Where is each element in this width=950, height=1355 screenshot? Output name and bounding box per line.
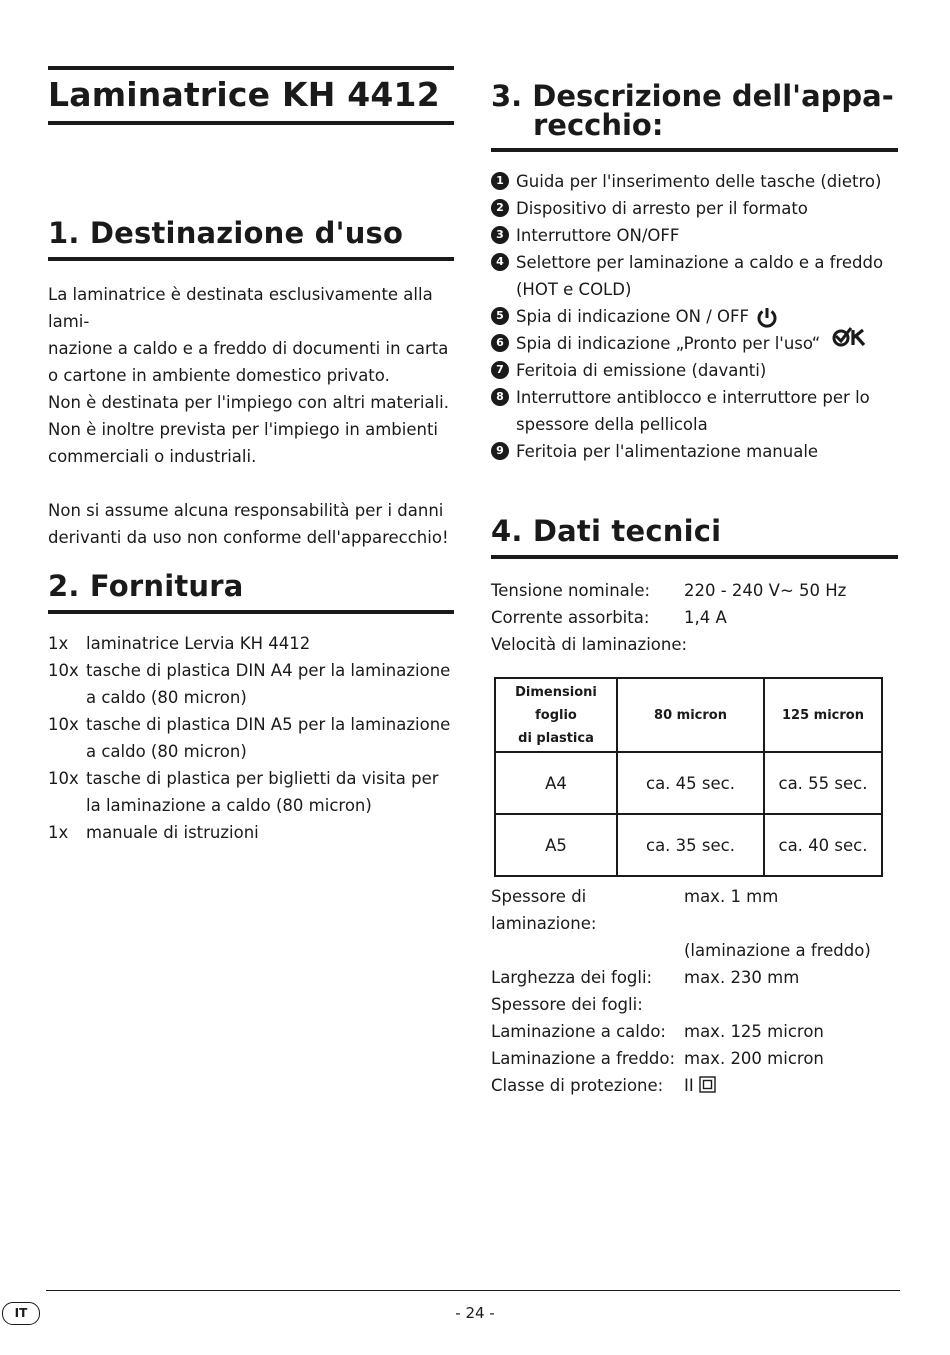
part-desc: Spia di indicazione „Pronto per l'uso“	[516, 334, 821, 353]
section3-title-line2: recchio:	[533, 108, 664, 142]
item-desc: tasche di plastica DIN A5 per la laminazione	[86, 715, 451, 734]
cell-80: ca. 35 sec.	[617, 814, 764, 876]
section3-title-line1: 3. Descrizione dell'appa-	[491, 79, 894, 113]
right-column-lower	[491, 516, 898, 1099]
spec-row	[491, 604, 898, 631]
header-format-line: foglio	[535, 707, 577, 723]
section1-title: 1. Destinazione d'uso	[48, 218, 454, 261]
part-desc: Dispositivo di arresto per il formato	[516, 199, 808, 218]
item-desc: laminatrice Lervia KH 4412	[86, 634, 311, 653]
part-number-badge: 3	[491, 226, 509, 244]
item-desc: la laminazione a caldo (80 micron)	[86, 796, 372, 815]
spec-key	[491, 937, 684, 964]
footer-divider	[46, 1290, 900, 1291]
item-qty: 1x	[48, 634, 69, 653]
part-desc: spessore della pellicola	[516, 415, 708, 434]
list-item-continued	[491, 411, 898, 438]
left-column	[48, 218, 454, 551]
part-number-badge: 4	[491, 253, 509, 271]
section1-line: La laminatrice è destinata esclusivamente alla lami-	[48, 285, 433, 331]
list-item	[491, 384, 898, 411]
header-format-line: di plastica	[518, 730, 594, 746]
document-title: Laminatrice KH 4412	[48, 66, 454, 125]
cell-125: ca. 40 sec.	[764, 814, 882, 876]
spec-key: Laminazione a freddo:	[491, 1049, 676, 1068]
spec-value: max. 125 micron	[684, 1022, 824, 1041]
section1-body	[48, 281, 454, 551]
scope-of-delivery-list	[48, 630, 454, 846]
item-desc: manuale di istruzioni	[86, 823, 259, 842]
cell-125: ca. 55 sec.	[764, 752, 882, 814]
item-desc: a caldo (80 micron)	[86, 742, 247, 761]
list-item	[491, 249, 898, 276]
list-item-continued	[48, 792, 454, 819]
spec-key: Larghezza dei fogli:	[491, 968, 653, 987]
spec-row	[491, 1072, 898, 1099]
spec-row	[491, 1018, 898, 1045]
spec-value: max. 200 micron	[684, 1049, 824, 1068]
part-desc: Interruttore ON/OFF	[516, 226, 680, 245]
class-ii-double-square-icon	[699, 1076, 716, 1093]
spec-row	[491, 937, 898, 964]
header-80-micron: 80 micron	[617, 678, 764, 752]
header-125-micron: 125 micron	[764, 678, 882, 752]
cell-80: ca. 45 sec.	[617, 752, 764, 814]
part-desc: (HOT e COLD)	[516, 280, 632, 299]
list-item	[48, 711, 454, 738]
spec-row	[491, 1045, 898, 1072]
item-qty: 10x	[48, 661, 79, 680]
language-badge: IT	[2, 1302, 40, 1325]
section4-title: 4. Dati tecnici	[491, 516, 898, 559]
part-desc: Selettore per laminazione a caldo e a freddo	[516, 253, 884, 272]
spec-key: Laminazione a caldo:	[491, 1022, 666, 1041]
part-number-badge: 1	[491, 172, 509, 190]
section1-line: nazione a caldo e a freddo di documenti in carta	[48, 339, 449, 358]
spec-row	[491, 631, 898, 658]
right-column	[491, 79, 898, 465]
header-format-line: Dimensioni	[515, 684, 597, 700]
item-desc: tasche di plastica per biglietti da visita per	[86, 769, 439, 788]
spec-key: Velocità di laminazione:	[491, 635, 688, 654]
part-number-badge: 8	[491, 388, 509, 406]
spec-value: 1,4 A	[684, 608, 727, 627]
part-desc: Interruttore antiblocco e interruttore per lo	[516, 388, 870, 407]
spec-key: Corrente assorbita:	[491, 608, 650, 627]
item-desc: a caldo (80 micron)	[86, 688, 247, 707]
ok-check-icon	[832, 326, 870, 348]
section1-line: commerciali o industriali.	[48, 447, 257, 466]
part-desc: Guida per l'inserimento delle tasche (dietro)	[516, 172, 882, 191]
part-number-badge: 5	[491, 307, 509, 325]
part-number-badge: 7	[491, 361, 509, 379]
spec-key: Classe di protezione:	[491, 1076, 664, 1095]
list-item-continued	[491, 276, 898, 303]
list-item	[491, 438, 898, 465]
list-item	[48, 765, 454, 792]
list-item-continued	[48, 738, 454, 765]
specs-bottom	[491, 883, 898, 1099]
spec-value: max. 230 mm	[684, 968, 800, 987]
page-number: - 24 -	[455, 1304, 495, 1322]
item-qty: 1x	[48, 823, 69, 842]
cell-format: A4	[495, 752, 617, 814]
part-number-badge: 9	[491, 442, 509, 460]
section1-line: Non è destinata per l'impiego con altri materiali.	[48, 393, 450, 412]
section3-title	[491, 79, 898, 152]
document-title-block	[48, 66, 454, 125]
table-row	[495, 814, 882, 876]
part-number-badge: 2	[491, 199, 509, 217]
list-item	[491, 168, 898, 195]
list-item	[491, 222, 898, 249]
list-item-continued	[48, 684, 454, 711]
list-item	[491, 357, 898, 384]
left-column-lower	[48, 571, 454, 846]
spec-key: Tensione nominale:	[491, 581, 651, 600]
part-desc: Spia di indicazione ON / OFF	[516, 307, 750, 326]
spec-row	[491, 883, 898, 937]
header-format	[495, 678, 617, 752]
section1-line: o cartone in ambiente domestico privato.	[48, 366, 390, 385]
spec-value: II	[684, 1076, 694, 1095]
power-icon	[755, 306, 779, 330]
item-desc: tasche di plastica DIN A4 per la laminazione	[86, 661, 451, 680]
spec-value: (laminazione a freddo)	[684, 941, 871, 960]
spec-row	[491, 577, 898, 604]
cell-format: A5	[495, 814, 617, 876]
section1-warning-line: derivanti da uso non conforme dell'apparecchio!	[48, 528, 449, 547]
item-qty: 10x	[48, 769, 79, 788]
table-row	[495, 752, 882, 814]
list-item	[48, 819, 454, 846]
spec-value: 220 - 240 V~ 50 Hz	[684, 581, 847, 600]
table-header-row	[495, 678, 882, 752]
list-item	[48, 657, 454, 684]
part-desc: Feritoia per l'alimentazione manuale	[516, 442, 819, 461]
lamination-time-table	[494, 677, 883, 877]
specs-top	[491, 577, 898, 658]
parts-list	[491, 168, 898, 465]
list-item	[48, 630, 454, 657]
part-number-badge: 6	[491, 334, 509, 352]
section2-title: 2. Fornitura	[48, 571, 454, 614]
paragraph-gap	[48, 470, 454, 497]
item-qty: 10x	[48, 715, 79, 734]
part-desc: Feritoia di emissione (davanti)	[516, 361, 767, 380]
section1-warning-line: Non si assume alcuna responsabilità per i danni	[48, 501, 444, 520]
list-item	[491, 330, 898, 357]
section1-line: Non è inoltre prevista per l'impiego in ambienti	[48, 420, 439, 439]
spec-value: max. 1 mm	[684, 887, 779, 906]
spec-key: Spessore dei fogli:	[491, 995, 643, 1014]
spec-row	[491, 964, 898, 991]
list-item	[491, 195, 898, 222]
spec-value	[684, 991, 898, 1018]
spec-key: Spessore di laminazione:	[491, 887, 597, 933]
spec-row	[491, 991, 898, 1018]
